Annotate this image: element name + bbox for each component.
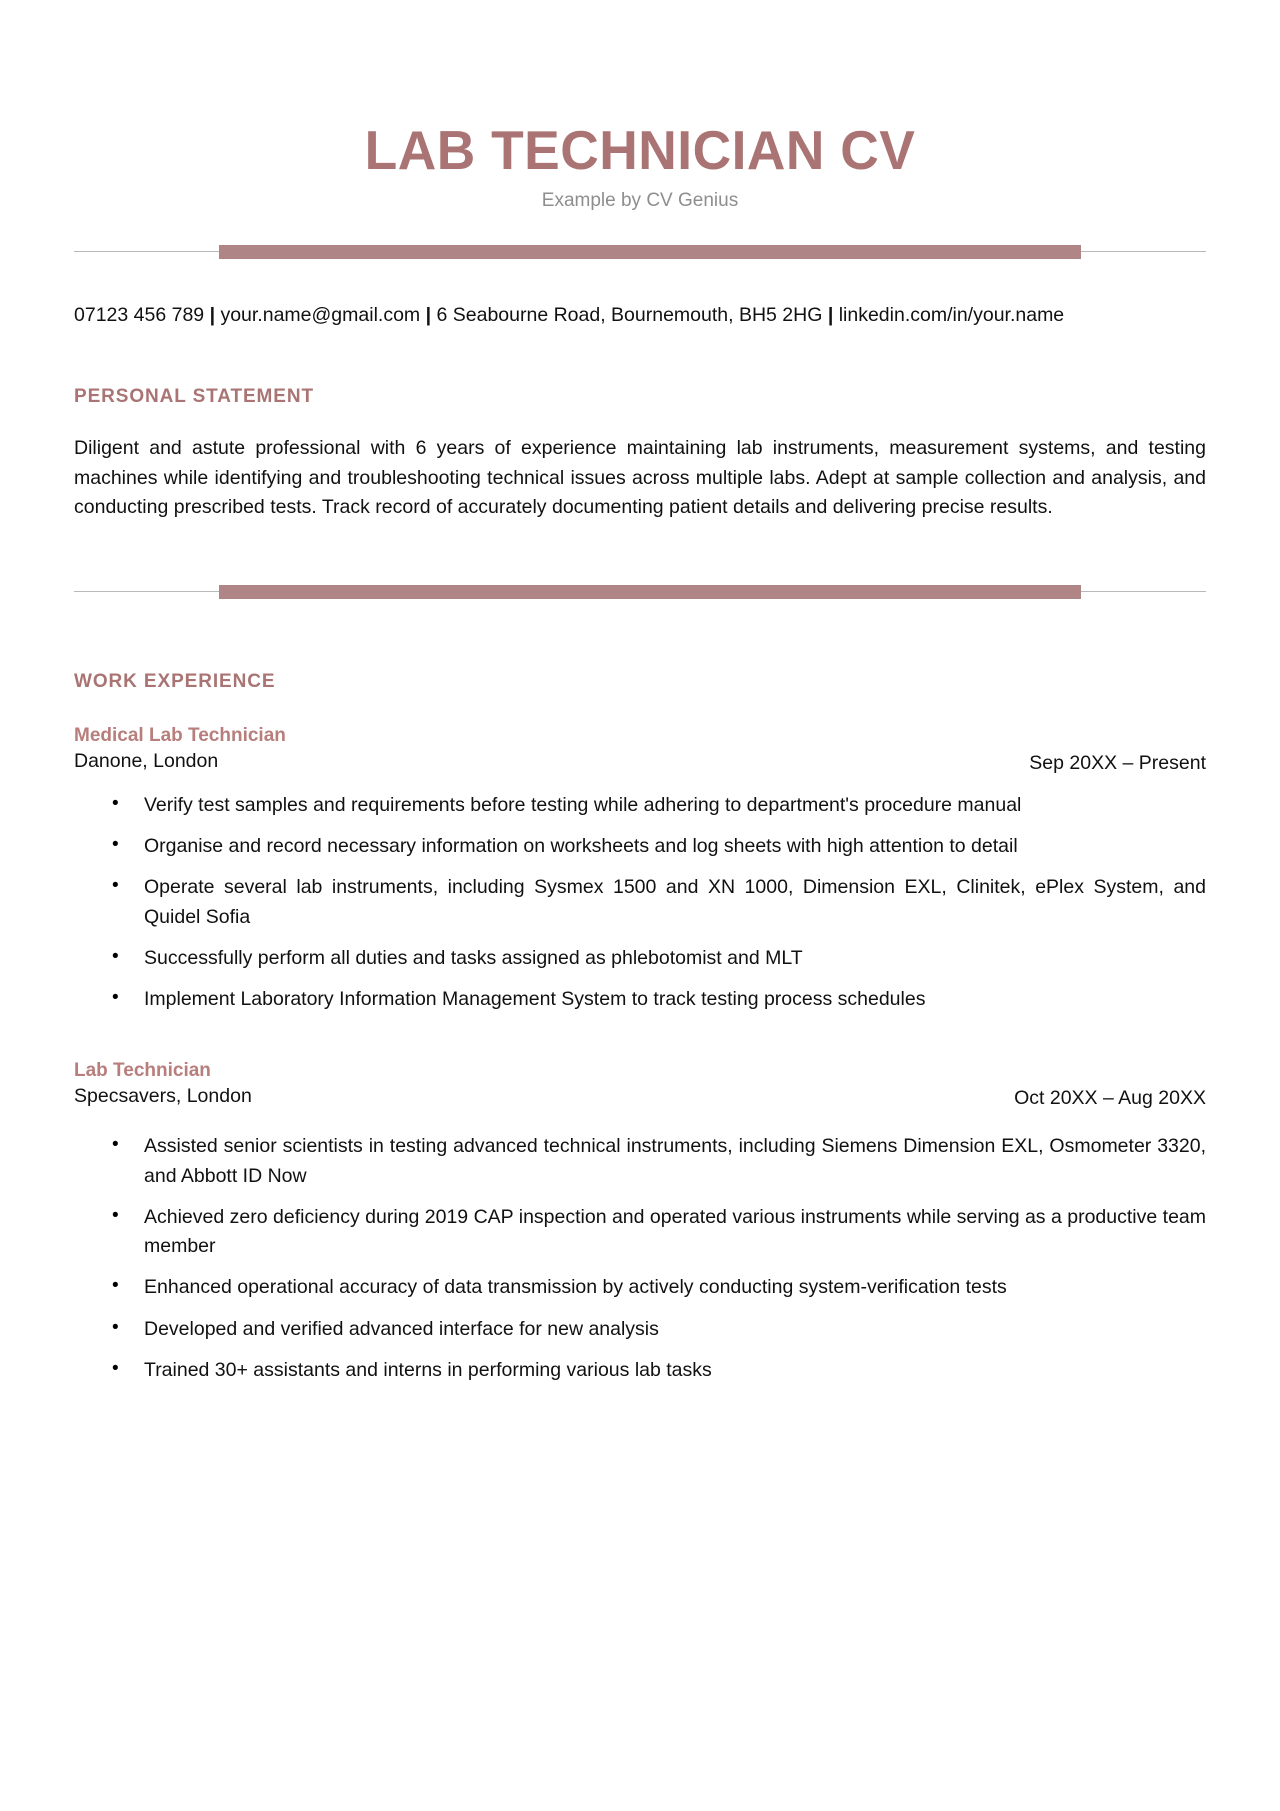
divider-accent-bar (219, 245, 1081, 259)
contact-separator: | (209, 303, 216, 326)
job-bullet-list (74, 1132, 1206, 1385)
list-item: • Implement Laboratory Information Management System to track testing process schedules (144, 985, 1206, 1014)
work-experience-entry (74, 1058, 1206, 1385)
contact-line (74, 301, 1206, 330)
list-item: • Operate several lab instruments, including Sysmex 1500 and XN 1000, Dimension EXL, Clinitek, ePlex System, and Quidel Sofia (144, 873, 1206, 932)
contact-separator: | (425, 303, 432, 326)
contact-linkedin[interactable]: linkedin.com/in/your.name (838, 303, 1065, 326)
job-title: Medical Lab Technician (74, 724, 286, 746)
list-item: • Organise and record necessary information on worksheets and log sheets with high attention to detail (144, 832, 1206, 861)
job-bullet-list (74, 791, 1206, 1015)
job-header-row (74, 723, 1206, 777)
list-item: • Enhanced operational accuracy of data transmission by actively conducting system-verification tests (144, 1273, 1206, 1302)
job-company: Danone, London (74, 749, 219, 772)
contact-email[interactable]: your.name@gmail.com (220, 303, 421, 326)
job-dates: Oct 20XX – Aug 20XX (1014, 1087, 1206, 1110)
personal-statement-body: Diligent and astute professional with 6 years of experience maintaining lab instruments, measurement systems, and testing machines while identifying and troubleshooting technical issues across multiple labs. Adept at sample collection and analysis, and conducting prescribed tests. Track record of accurately documenting patient details and delivering precise results. (74, 437, 1206, 519)
list-item: • Assisted senior scientists in testing advanced technical instruments, including Siemens Dimension EXL, Osmometer 3320, and Abbott ID Now (144, 1132, 1206, 1191)
job-identity (74, 1058, 252, 1109)
list-item: • Developed and verified advanced interface for new analysis (144, 1315, 1206, 1344)
list-item: • Trained 30+ assistants and interns in performing various lab tasks (144, 1356, 1206, 1385)
job-dates: Sep 20XX – Present (1029, 751, 1206, 774)
job-title: Lab Technician (74, 1060, 211, 1082)
cv-header (74, 0, 1206, 212)
list-item: • Achieved zero deficiency during 2019 CAP inspection and operated various instruments while serving as a productive team member (144, 1203, 1206, 1262)
contact-address: 6 Seabourne Road, Bournemouth, BH5 2HG (436, 303, 823, 326)
section-heading-work-experience: WORK EXPERIENCE (74, 670, 276, 692)
page-title: LAB TECHNICIAN CV (364, 119, 916, 181)
section-heading-personal-statement: PERSONAL STATEMENT (74, 386, 314, 407)
page-subtitle: Example by CV Genius (541, 189, 739, 211)
divider-accent-bar (219, 585, 1081, 599)
contact-phone: 07123 456 789 (74, 303, 205, 326)
contact-separator: | (827, 303, 834, 326)
divider-middle (74, 585, 1206, 599)
job-identity (74, 723, 286, 774)
job-header-row (74, 1058, 1206, 1112)
work-experience-entry (74, 723, 1206, 1015)
list-item: • Successfully perform all duties and tasks assigned as phlebotomist and MLT (144, 944, 1206, 973)
job-company: Specsavers, London (74, 1085, 252, 1108)
divider-top (74, 245, 1206, 259)
list-item: • Verify test samples and requirements before testing while adhering to department's procedure manual (144, 791, 1206, 820)
